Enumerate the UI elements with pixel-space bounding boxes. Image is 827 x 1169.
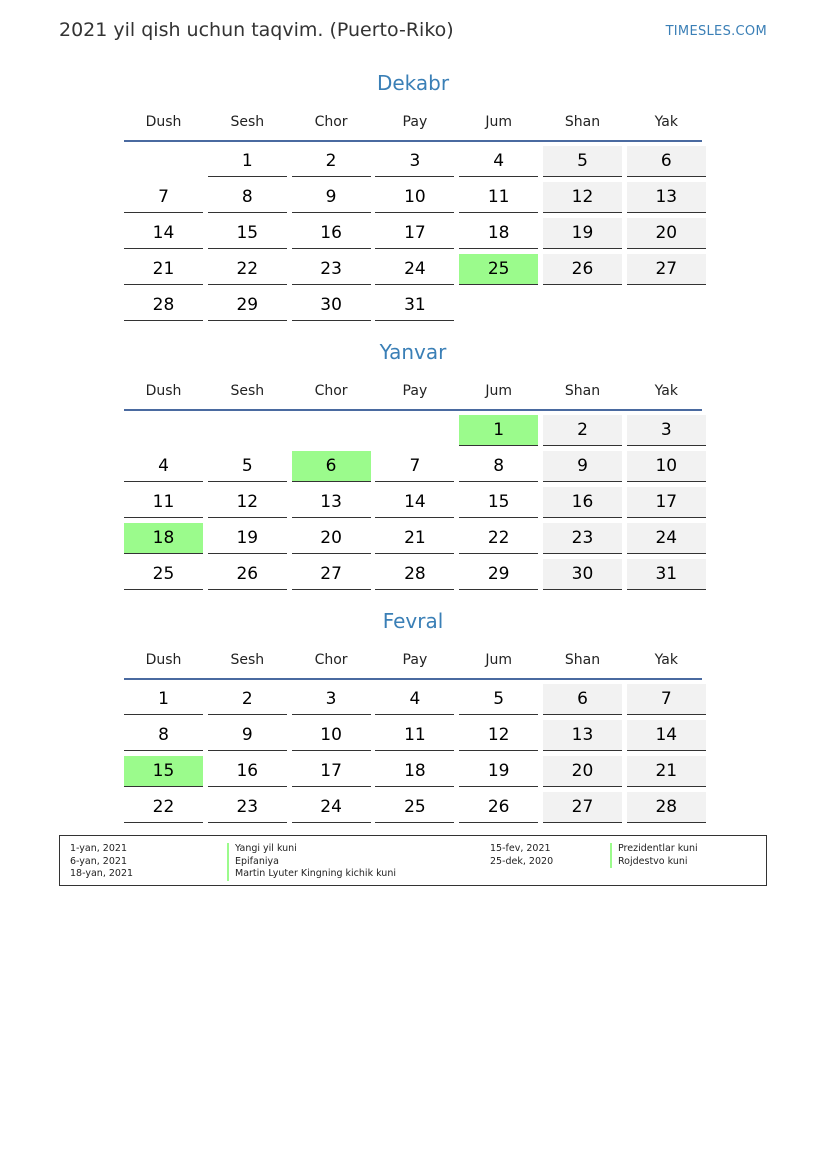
day-cell: 29 (459, 559, 538, 590)
day-cell: 13 (543, 720, 622, 751)
day-cell: 14 (375, 487, 454, 518)
day-cell: 17 (292, 756, 371, 787)
day-cell: 7 (627, 684, 706, 715)
day-cell: 5 (543, 146, 622, 177)
weekday-label: Jum (485, 114, 512, 130)
month-title: Yanvar (379, 340, 447, 364)
weekday-label: Dush (145, 383, 182, 399)
weekday-label: Chor (314, 114, 348, 130)
day-cell: 23 (543, 523, 622, 554)
day-cell: 12 (543, 182, 622, 213)
day-cell: 17 (627, 487, 706, 518)
legend-date: 18-yan, 2021 (70, 868, 134, 879)
day-cell: 16 (543, 487, 622, 518)
holiday-day-cell: 25 (459, 254, 538, 285)
weekday-label: Chor (314, 652, 348, 668)
day-cell: 18 (375, 756, 454, 787)
month-title: Fevral (382, 609, 444, 633)
weekday-label: Sesh (230, 114, 265, 130)
day-cell: 6 (627, 146, 706, 177)
month-title: Dekabr (376, 71, 450, 95)
day-cell: 27 (627, 254, 706, 285)
weekday-label: Pay (402, 114, 428, 130)
week-row (124, 487, 702, 519)
day-cell: 3 (375, 146, 454, 177)
day-cell: 23 (208, 792, 287, 823)
day-cell: 7 (375, 451, 454, 482)
day-cell: 22 (124, 792, 203, 823)
month-february (124, 607, 702, 828)
day-cell: 11 (124, 487, 203, 518)
day-cell: 15 (208, 218, 287, 249)
day-cell: 12 (459, 720, 538, 751)
weekday-label: Pay (402, 383, 428, 399)
day-cell: 11 (375, 720, 454, 751)
day-cell: 22 (208, 254, 287, 285)
day-cell: 3 (292, 684, 371, 715)
empty-day-cell (627, 290, 706, 320)
week-row (124, 290, 702, 322)
day-cell: 20 (292, 523, 371, 554)
week-row (124, 254, 702, 286)
legend-dates-right (490, 843, 553, 868)
weekday-header (124, 373, 702, 411)
day-cell: 16 (208, 756, 287, 787)
month-january (124, 338, 702, 595)
week-row (124, 792, 702, 824)
weekday-label: Sesh (230, 383, 265, 399)
empty-day-cell (124, 146, 203, 176)
day-cell: 13 (627, 182, 706, 213)
day-cell: 2 (208, 684, 287, 715)
day-cell: 16 (292, 218, 371, 249)
empty-day-cell (124, 415, 203, 445)
day-cell: 8 (124, 720, 203, 751)
week-row (124, 182, 702, 214)
day-cell: 30 (292, 290, 371, 321)
weekday-label: Pay (402, 652, 428, 668)
legend-date: 6-yan, 2021 (70, 855, 127, 867)
weekday-label: Shan (564, 383, 601, 399)
empty-day-cell (543, 290, 622, 320)
day-cell: 4 (375, 684, 454, 715)
day-cell: 3 (627, 415, 706, 446)
legend-date: 15-fev, 2021 (490, 843, 551, 854)
day-cell: 9 (208, 720, 287, 751)
day-cell: 4 (124, 451, 203, 482)
day-cell: 31 (375, 290, 454, 321)
day-cell: 12 (208, 487, 287, 518)
day-cell: 28 (124, 290, 203, 321)
day-cell: 13 (292, 487, 371, 518)
empty-day-cell (292, 415, 371, 445)
day-cell: 23 (292, 254, 371, 285)
page-title: 2021 yil qish uchun taqvim. (Puerto-Riko) (59, 19, 454, 41)
day-cell: 4 (459, 146, 538, 177)
day-cell: 26 (208, 559, 287, 590)
day-cell: 8 (459, 451, 538, 482)
day-cell: 30 (543, 559, 622, 590)
holiday-day-cell: 6 (292, 451, 371, 482)
week-row (124, 559, 702, 591)
day-cell: 27 (292, 559, 371, 590)
day-cell: 24 (375, 254, 454, 285)
day-cell: 25 (375, 792, 454, 823)
day-cell: 22 (459, 523, 538, 554)
day-cell: 5 (459, 684, 538, 715)
month-december (124, 69, 702, 326)
empty-day-cell (459, 290, 538, 320)
day-cell: 28 (627, 792, 706, 823)
day-cell: 21 (124, 254, 203, 285)
week-row (124, 451, 702, 483)
week-row (124, 218, 702, 250)
day-cell: 17 (375, 218, 454, 249)
week-row (124, 720, 702, 752)
week-row (124, 684, 702, 716)
day-cell: 25 (124, 559, 203, 590)
weekday-label: Yak (654, 114, 678, 130)
day-cell: 19 (208, 523, 287, 554)
day-cell: 2 (543, 415, 622, 446)
day-cell: 24 (292, 792, 371, 823)
empty-day-cell (375, 415, 454, 445)
day-cell: 9 (292, 182, 371, 213)
day-cell: 10 (627, 451, 706, 482)
day-cell: 2 (292, 146, 371, 177)
holiday-day-cell: 15 (124, 756, 203, 787)
weekday-label: Shan (564, 652, 601, 668)
day-cell: 1 (208, 146, 287, 177)
day-cell: 10 (375, 182, 454, 213)
day-cell: 21 (375, 523, 454, 554)
weekday-label: Chor (314, 383, 348, 399)
day-cell: 19 (459, 756, 538, 787)
weekday-label: Shan (564, 114, 601, 130)
legend-names-right (610, 843, 698, 868)
day-cell: 20 (627, 218, 706, 249)
legend-holiday-name: Prezidentlar kuni (610, 843, 698, 856)
day-cell: 27 (543, 792, 622, 823)
weekday-label: Jum (485, 652, 512, 668)
weeks-grid (124, 415, 702, 591)
day-cell: 26 (459, 792, 538, 823)
weekday-header (124, 104, 702, 142)
legend-holiday-name: Martin Lyuter Kingning kichik kuni (227, 868, 396, 881)
day-cell: 14 (627, 720, 706, 751)
week-row (124, 756, 702, 788)
legend-dates-left (70, 843, 133, 881)
legend-holiday-name: Rojdestvo kuni (610, 856, 698, 869)
day-cell: 15 (459, 487, 538, 518)
day-cell: 20 (543, 756, 622, 787)
legend-holiday-name: Epifaniya (227, 856, 396, 869)
day-cell: 24 (627, 523, 706, 554)
day-cell: 11 (459, 182, 538, 213)
day-cell: 7 (124, 182, 203, 213)
day-cell: 18 (459, 218, 538, 249)
legend-date: 25-dek, 2020 (490, 855, 554, 867)
day-cell: 14 (124, 218, 203, 249)
day-cell: 9 (543, 451, 622, 482)
weeks-grid (124, 684, 702, 824)
week-row (124, 415, 702, 447)
legend-date: 1-yan, 2021 (70, 843, 127, 854)
weekday-label: Dush (145, 652, 182, 668)
day-cell: 29 (208, 290, 287, 321)
holiday-day-cell: 1 (459, 415, 538, 446)
day-cell: 8 (208, 182, 287, 213)
weekday-label: Sesh (230, 652, 265, 668)
weekday-label: Jum (485, 383, 512, 399)
day-cell: 31 (627, 559, 706, 590)
day-cell: 26 (543, 254, 622, 285)
legend-names-left (227, 843, 396, 881)
day-cell: 28 (375, 559, 454, 590)
holiday-legend (59, 835, 767, 886)
week-row (124, 146, 702, 178)
week-row (124, 523, 702, 555)
day-cell: 6 (543, 684, 622, 715)
day-cell: 5 (208, 451, 287, 482)
weekday-label: Dush (145, 114, 182, 130)
day-cell: 21 (627, 756, 706, 787)
day-cell: 1 (124, 684, 203, 715)
weekday-label: Yak (654, 652, 678, 668)
legend-holiday-name: Yangi yil kuni (227, 843, 396, 856)
weeks-grid (124, 146, 702, 322)
empty-day-cell (208, 415, 287, 445)
day-cell: 10 (292, 720, 371, 751)
weekday-label: Yak (654, 383, 678, 399)
holiday-day-cell: 18 (124, 523, 203, 554)
brand-link[interactable]: TIMESLES.COM (665, 24, 767, 39)
day-cell: 19 (543, 218, 622, 249)
weekday-header (124, 642, 702, 680)
